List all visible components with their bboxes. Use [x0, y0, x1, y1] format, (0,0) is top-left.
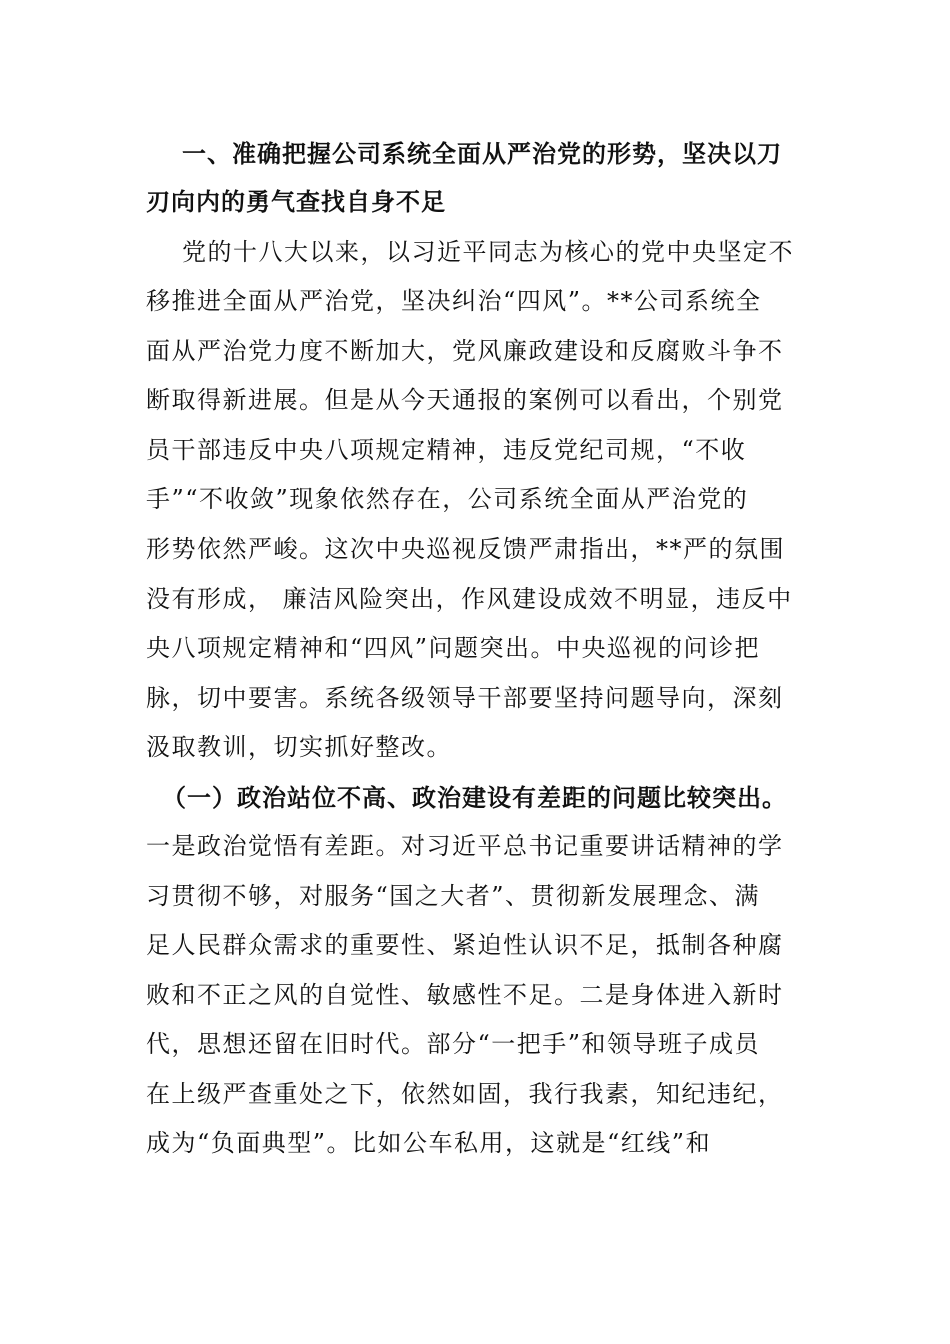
paragraph-line: 成为“负面典型”。比如公车私用，这就是“红线”和	[146, 1129, 712, 1157]
paragraph-line: 在上级严查重处之下，依然如固，我行我素，知纪违纪，	[146, 1080, 784, 1108]
section-heading-line-1: 一、准确把握公司系统全面从严治党的形势，坚决以刀	[182, 140, 782, 168]
paragraph-line: 手”“不收敛”现象依然存在，公司系统全面从严治党的	[146, 485, 749, 513]
paragraph-line: 员干部违反中央八项规定精神，违反党纪司规，“不收	[146, 436, 747, 464]
paragraph-line: 足人民群众需求的重要性、紧迫性认识不足，抵制各种腐	[146, 931, 784, 959]
paragraph-line: 移推进全面从严治党，坚决纠治“四风”。**公司系统全	[146, 287, 762, 315]
paragraph-line: 一是政治觉悟有差距。对习近平总书记重要讲话精神的学	[146, 832, 784, 860]
paragraph-line: 习贯彻不够，对服务“国之大者”、贯彻新发展理念、满	[146, 882, 761, 910]
paragraph-line: 汲取教训，切实抓好整改。	[146, 733, 452, 761]
paragraph-line: 脉，切中要害。系统各级领导干部要坚持问题导向，深刻	[146, 684, 784, 712]
paragraph-line: 党的十八大以来，以习近平同志为核心的党中央坚定不	[182, 238, 794, 266]
paragraph-line: 代，思想还留在旧时代。部分“一把手”和领导班子成员	[146, 1030, 761, 1058]
paragraph-line: 形势依然严峻。这次中央巡视反馈严肃指出，**严的氛围	[146, 535, 785, 563]
subsection-heading: （一）政治站位不高、政治建设有差距的问题比较突出。	[162, 784, 787, 812]
paragraph-line: 面从严治党力度不断加大，党风廉政建设和反腐败斗争不	[146, 337, 784, 365]
paragraph-line: 败和不正之风的自觉性、敏感性不足。二是身体进入新时	[146, 981, 784, 1009]
paragraph-line: 央八项规定精神和“四风”问题突出。中央巡视的问诊把	[146, 634, 761, 662]
section-heading-line-2: 刃向内的勇气查找自身不足	[146, 188, 446, 216]
paragraph-line: 断取得新进展。但是从今天通报的案例可以看出，个别党	[146, 386, 784, 414]
paragraph-line: 没有形成， 廉洁风险突出，作风建设成效不明显，违反中	[146, 585, 793, 613]
